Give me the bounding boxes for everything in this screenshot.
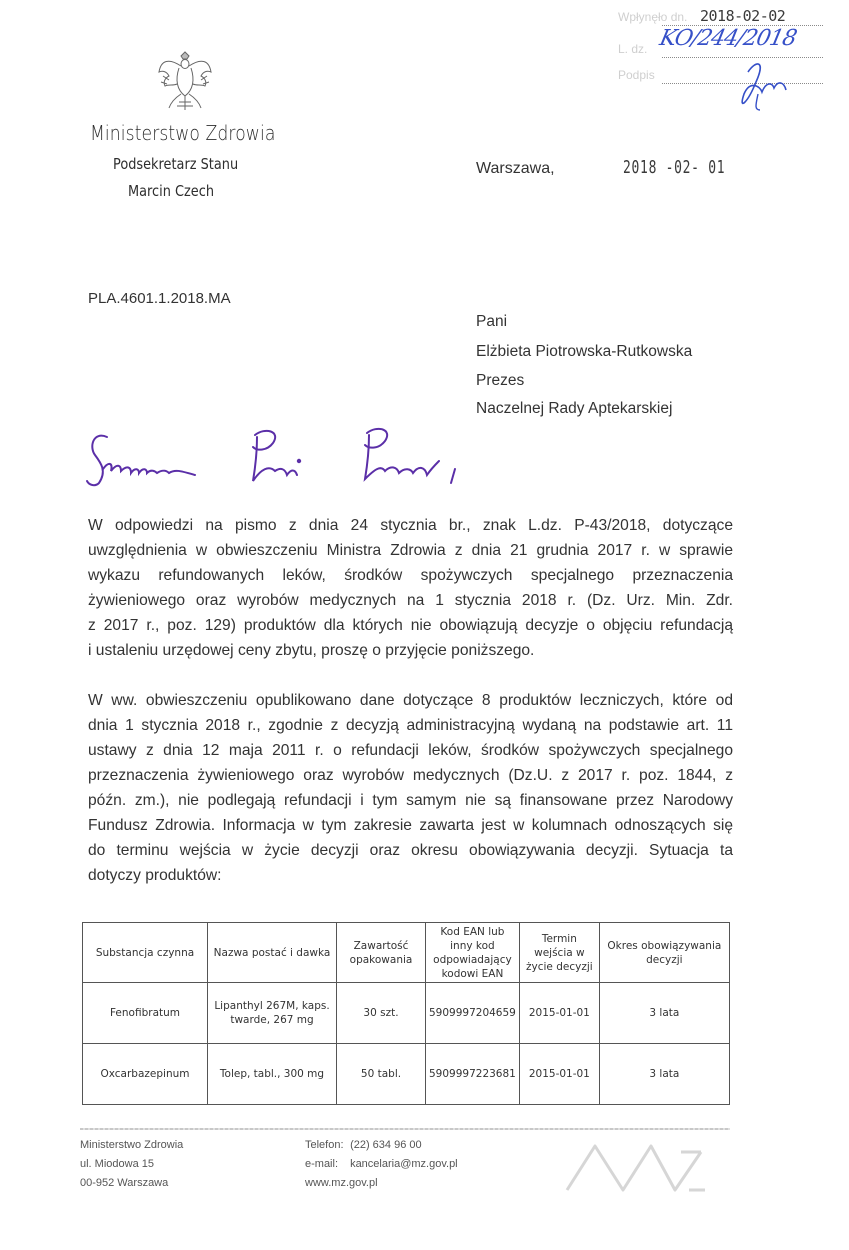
footer-street: ul. Miodowa 15 <box>80 1158 154 1170</box>
letter-city: Warszawa, <box>476 160 555 177</box>
paragraph-line: z 2017 r., poz. 129) produktów dla których nie obowiązują decyzje o objęciu refundacją <box>88 617 733 634</box>
recipient-salutation: Pani <box>476 313 508 330</box>
cell-package: 50 tabl. <box>337 1044 426 1105</box>
recipient-name: Elżbieta Piotrowska-Rutkowska <box>476 343 693 360</box>
paragraph-line: dotyczy produktów: <box>88 867 222 884</box>
cell-substance: Oxcarbazepinum <box>83 1044 208 1105</box>
footer-email-link[interactable]: kancelaria@mz.gov.pl <box>350 1158 458 1170</box>
paragraph-line: W odpowiedzi na pismo z dnia 24 stycznia br., znak L.dz. P-43/2018, dotyczące <box>88 517 733 534</box>
paragraph-line: i ustaleniu urzędowej ceny zbytu, proszę o przyjęcie poniższego. <box>88 642 535 659</box>
cell-validity: 3 lata <box>599 1044 729 1105</box>
paragraph-1 <box>88 513 733 663</box>
footer-org: Ministerstwo Zdrowia <box>80 1139 184 1151</box>
paragraph-line: dnia 1 stycznia 2018 r., zgodnie z decyzją administracyjną wydaną na podstawie art. 11 <box>88 717 733 734</box>
column-header-effective-date: Termin wejścia w życie decyzji <box>519 923 599 983</box>
paragraph-line: uwzględnienia w obwieszczeniu Ministra Zdrowia z dnia 21 grudnia 2017 r. w sprawie <box>88 542 733 559</box>
column-header-substance: Substancja czynna <box>83 923 208 983</box>
footer-address <box>80 1136 183 1193</box>
handwritten-salutation <box>85 425 475 495</box>
stamp-reg-number: KO/244/2018 <box>657 26 799 51</box>
column-header-name: Nazwa postać i dawka <box>208 923 337 983</box>
reference-number: PLA.4601.1.2018.MA <box>88 290 231 307</box>
sender-position: Podsekretarz Stanu <box>113 155 239 173</box>
cell-substance: Fenofibratum <box>83 983 208 1044</box>
column-header-validity: Okres obowiązywania decyzji <box>599 923 729 983</box>
paragraph-2 <box>88 688 733 888</box>
cell-ean: 5909997204659 <box>426 983 520 1044</box>
products-table <box>82 922 730 1105</box>
cell-name: Lipanthyl 267M, kaps. twarde, 267 mg <box>208 983 337 1044</box>
footer-phone-label: Telefon: <box>305 1139 344 1151</box>
letter-date-stamp: 2018 -02- 01 <box>623 157 726 178</box>
column-header-ean: Kod EAN lub inny kod odpowiadający kodowi EAN <box>426 923 520 983</box>
mz-logo-icon <box>565 1138 715 1198</box>
sender-name: Marcin Czech <box>128 182 214 200</box>
polish-eagle-emblem-icon <box>155 50 215 112</box>
footer-divider <box>80 1128 730 1130</box>
cell-name: Tolep, tabl., 300 mg <box>208 1044 337 1105</box>
table-row <box>83 983 730 1044</box>
footer-website-link[interactable]: www.mz.gov.pl <box>305 1177 378 1189</box>
cell-effective-date: 2015-01-01 <box>519 1044 599 1105</box>
recipient-organization: Naczelnej Rady Aptekarskiej <box>476 400 673 417</box>
cell-ean: 5909997223681 <box>426 1044 520 1105</box>
paragraph-line: W ww. obwieszczeniu opublikowano dane dotyczące 8 produktów leczniczych, które od <box>88 692 733 709</box>
cell-effective-date: 2015-01-01 <box>519 983 599 1044</box>
ministry-name: Ministerstwo Zdrowia <box>90 121 276 145</box>
stamp-received-label: Wpłynęło dn. <box>618 10 688 24</box>
table-row <box>83 1044 730 1105</box>
stamp-reg-label: L. dz. <box>618 42 648 56</box>
footer-contact <box>305 1136 458 1193</box>
column-header-package: Zawartość opakowania <box>337 923 426 983</box>
stamp-received-date: 2018-02-02 <box>700 7 786 25</box>
paragraph-line: żywieniowego oraz wyrobów medycznych na 1 stycznia 2018 r. (Dz. Urz. Min. Zdr. <box>88 592 733 609</box>
footer-email-label: e-mail: <box>305 1158 339 1170</box>
paragraph-line: wykazu refundowanych leków, środków spożywczych specjalnego przeznaczenia <box>88 567 733 584</box>
recipient-title: Prezes <box>476 372 525 389</box>
stamp-signature-scribble <box>726 52 796 114</box>
paragraph-line: późn. zm.), nie podlegają refundacji i tym samym nie są finansowane przez Narodowy <box>88 792 733 809</box>
footer-postal: 00-952 Warszawa <box>80 1177 169 1189</box>
registration-stamp <box>618 8 833 103</box>
table-header-row <box>83 923 730 983</box>
paragraph-line: przeznaczenia żywieniowego oraz wyrobów medycznych (Dz.U. z 2017 r. poz. 1844, z <box>88 767 733 784</box>
stamp-signature-label: Podpis <box>618 68 655 82</box>
footer-phone: (22) 634 96 00 <box>350 1139 422 1151</box>
paragraph-line: Fundusz Zdrowia. Informacja w tym zakresie zawarta jest w kolumnach odnoszących się <box>88 817 733 834</box>
cell-validity: 3 lata <box>599 983 729 1044</box>
paragraph-line: ustawy z dnia 12 maja 2011 r. o refundacji leków, środków spożywczych specjalnego <box>88 742 733 759</box>
paragraph-line: do terminu wejścia w życie decyzji oraz okresu obowiązywania decyzji. Sytuacja ta <box>88 842 733 859</box>
cell-package: 30 szt. <box>337 983 426 1044</box>
